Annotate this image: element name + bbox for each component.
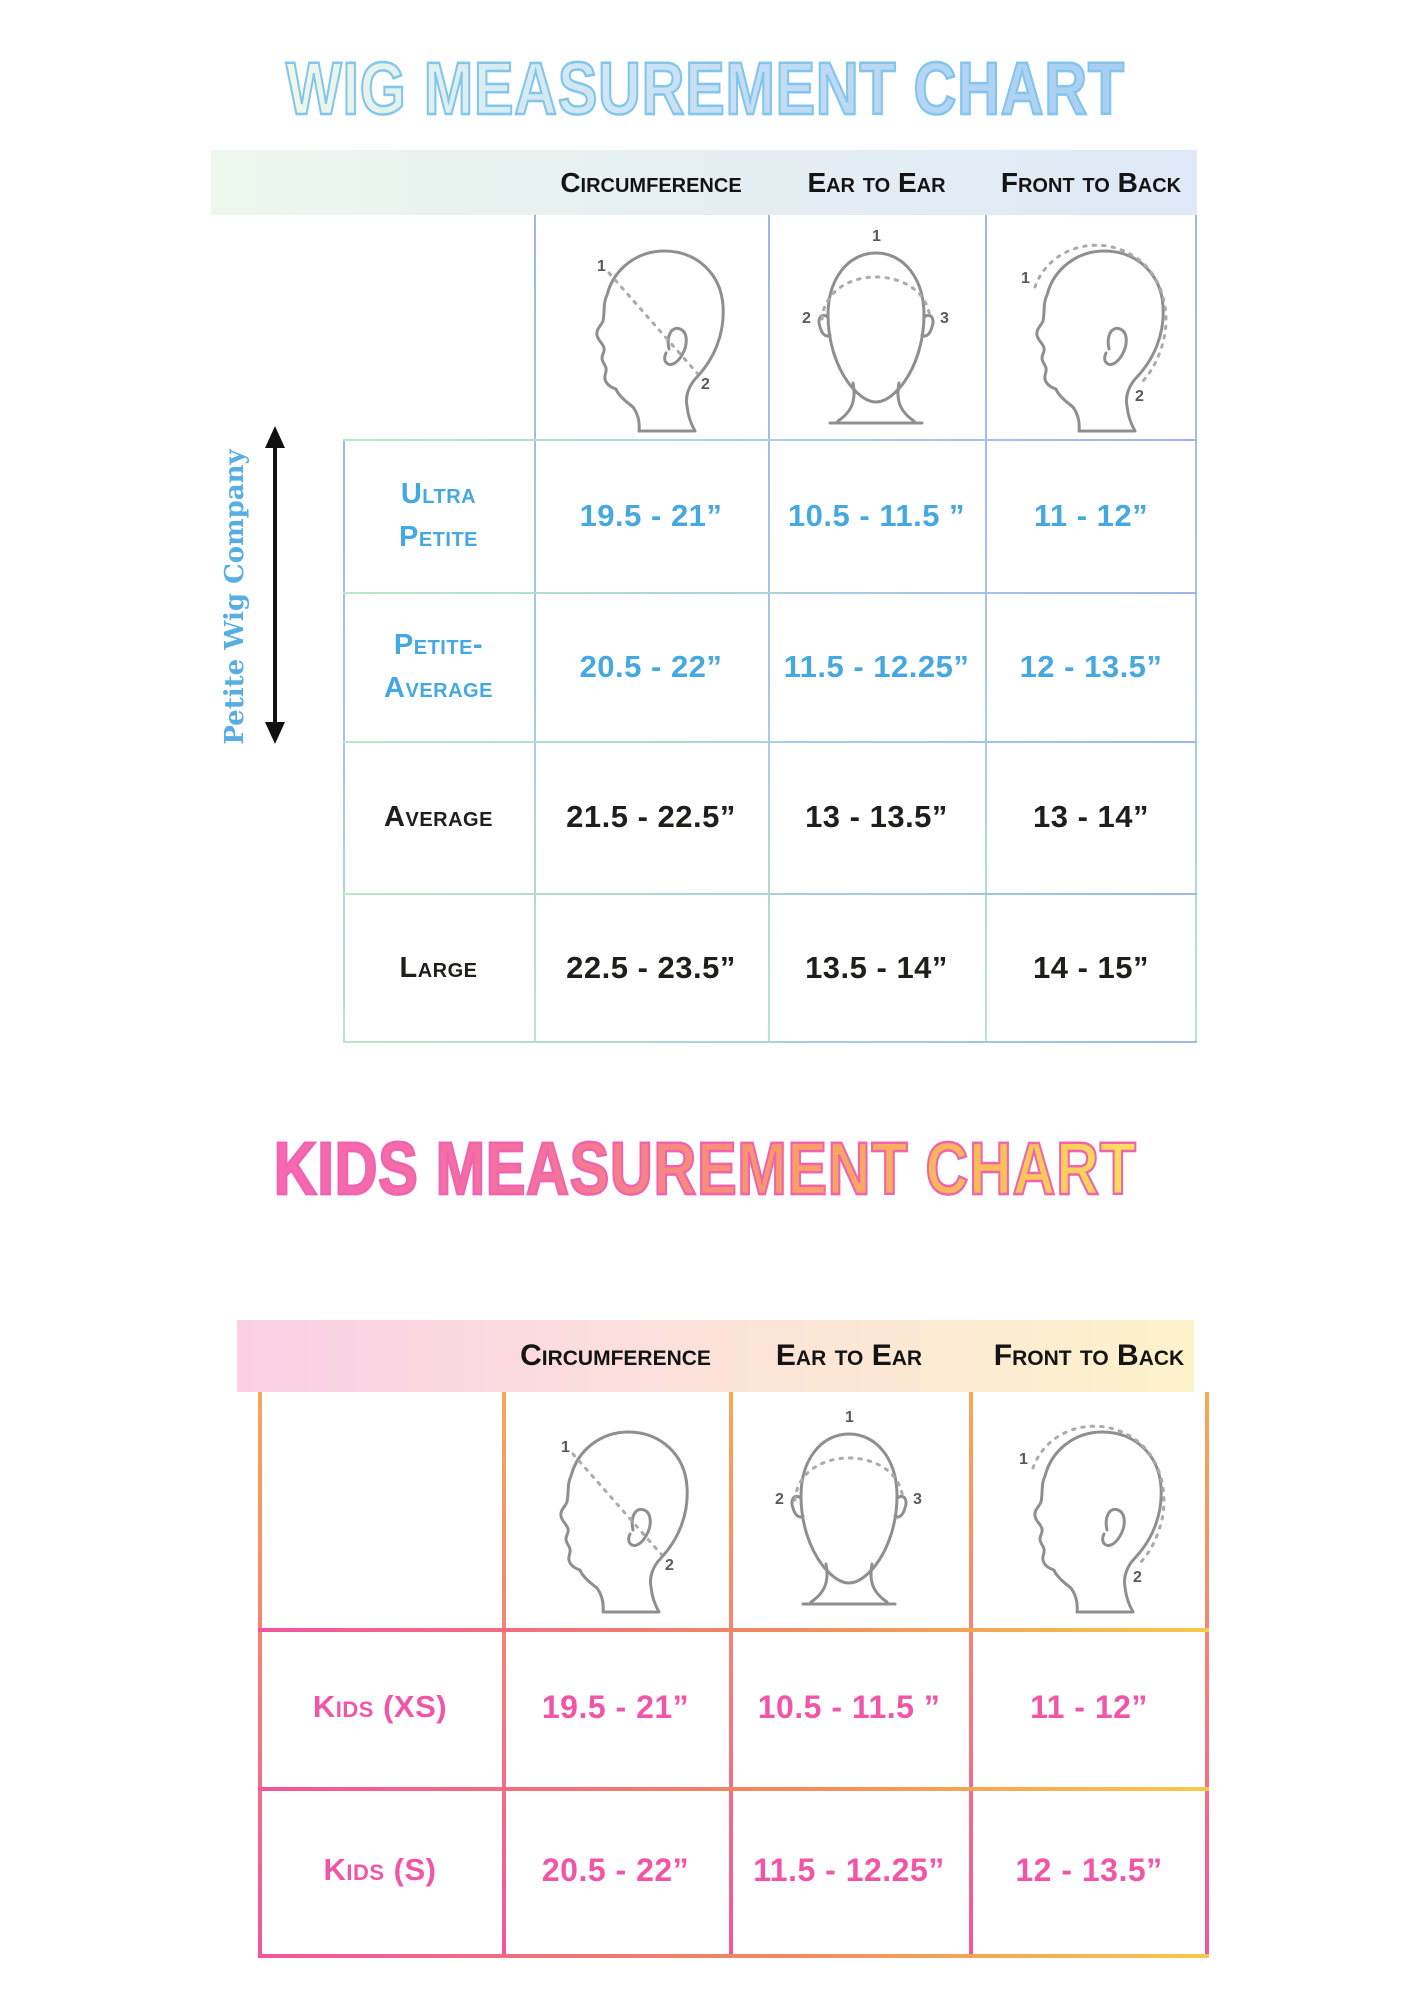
head-outline [597,251,723,431]
table-cell: 11.5 - 12.25” [753,1852,945,1888]
table-cell: 10.5 - 11.5 ” [757,1689,941,1725]
point-label: 2 [1135,388,1144,405]
petite-range-arrow [257,426,293,744]
wig-row-label-average: Average [384,800,493,833]
point-label: 1 [1019,1451,1028,1468]
kids-header-circumference: Circumference [520,1339,711,1372]
table-cell: 20.5 - 22” [541,1852,690,1888]
head-outline [828,253,924,402]
grid-line [258,1954,1209,1958]
measure-line [609,273,697,373]
measure-line [1033,1426,1164,1564]
point-label: 3 [940,310,949,327]
table-cell: 11 - 12” [1033,497,1149,533]
point-label: 1 [845,1409,854,1426]
ear-outline [1103,1509,1125,1545]
wig-header-front-to-back: Front to Back [1000,167,1182,198]
point-label: 2 [802,310,811,327]
wig-header-circumference: Circumference [560,167,742,198]
point-label: 3 [913,1491,922,1508]
kids-chart-title-text: KIDS MEASUREMENT CHART [273,1127,1137,1210]
wig-chart-title-text: WIG MEASUREMENT CHART [285,47,1125,130]
head-side-circumference-diagram [551,223,751,435]
table-cell: 19.5 - 21” [579,497,723,533]
table-cell: 12 - 13.5” [1015,1852,1163,1888]
point-label: 2 [775,1491,784,1508]
point-label: 1 [597,258,606,275]
kids-row-label-s: Kids (S) [323,1852,437,1888]
measure-line [1035,245,1166,383]
wig-header-ear-to-ear: Ear to Ear [807,167,946,198]
table-cell: 21.5 - 22.5” [566,799,736,834]
table-cell: 20.5 - 22” [579,648,723,684]
head-outline [801,1434,897,1583]
table-cell: 11.5 - 12.25” [783,648,970,684]
head-outline [1035,1432,1161,1612]
ear-outline [1105,328,1127,364]
table-cell: 13 - 14” [1032,799,1149,834]
table-cell: 12 - 13.5” [1019,648,1163,684]
point-label: 2 [701,376,710,393]
kids-row-label-xs: Kids (XS) [312,1689,448,1725]
wig-chart-title [160,47,1250,130]
table-cell: 19.5 - 21” [541,1689,690,1725]
measure-line [822,277,930,319]
table-cell: 22.5 - 23.5” [566,950,736,985]
head-side-circumference-diagram [515,1404,715,1616]
kids-header-ear-to-ear: Ear to Ear [775,1339,923,1372]
measure-line [795,1458,903,1500]
head-outline [1037,251,1163,431]
kids-chart-title [160,1127,1250,1210]
wig-row-label-large: Large [399,951,478,984]
table-cell: 10.5 - 11.5 ” [787,497,966,533]
head-front-ear-to-ear-diagram [749,1404,949,1616]
point-label: 2 [665,1557,674,1574]
point-label: 2 [1133,1569,1142,1586]
table-cell: 13 - 13.5” [805,799,948,834]
head-front-ear-to-ear-diagram [776,223,976,435]
point-label: 1 [561,1439,570,1456]
point-label: 1 [1021,270,1030,287]
head-outline [561,1432,687,1612]
wig-row-label-petite-average: Petite- Average [384,629,493,704]
measure-line [573,1454,661,1554]
point-label: 1 [872,228,881,245]
table-cell: 14 - 15” [1032,950,1149,985]
wig-row-label-ultra-petite: Ultra Petite [398,478,478,553]
petite-wig-company-label: Petite Wig Company [220,449,250,745]
table-cell: 13.5 - 14” [805,950,948,985]
head-side-front-to-back-diagram [991,223,1191,435]
table-cell: 11 - 12” [1030,1689,1148,1725]
head-side-front-to-back-diagram [989,1404,1189,1616]
kids-header-front-to-back: Front to Back [993,1339,1185,1372]
